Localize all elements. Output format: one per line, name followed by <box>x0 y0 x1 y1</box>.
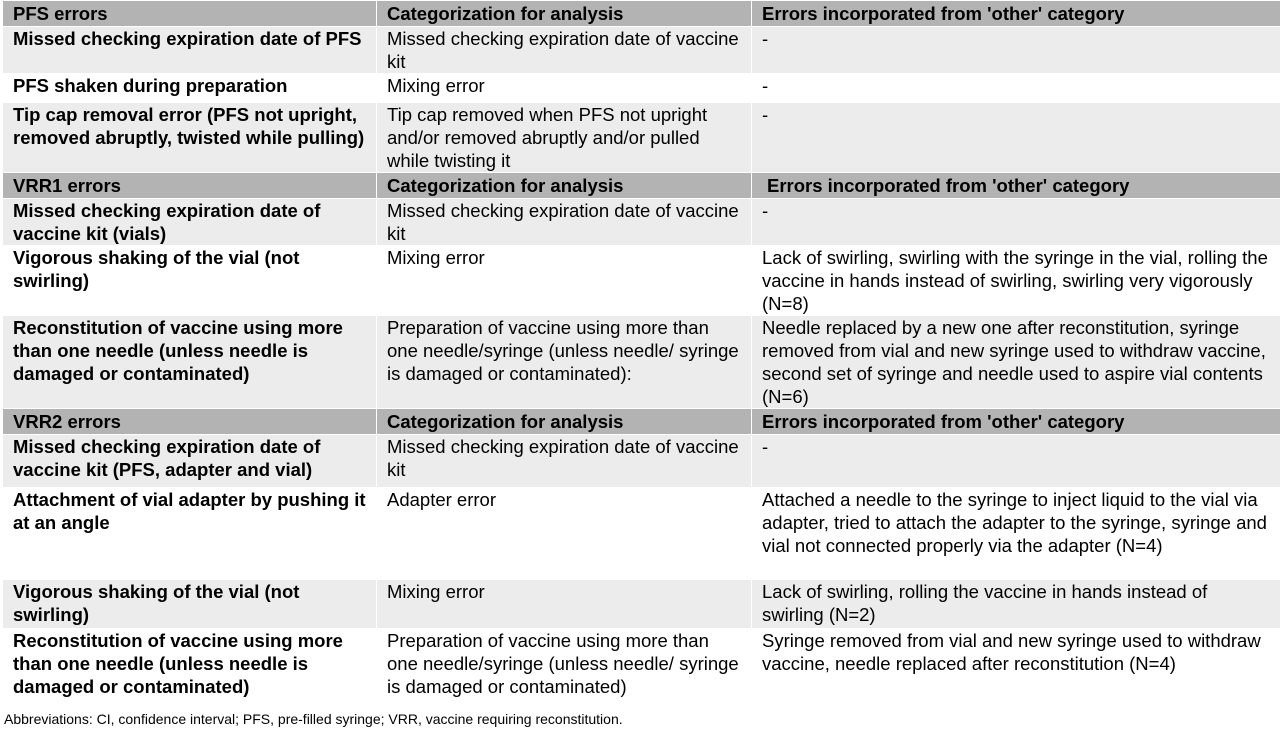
table-row <box>3 74 1280 103</box>
error-cell: Tip cap removal error (PFS not upright, removed abruptly, twisted while pulling) <box>3 103 377 173</box>
other-cell: - <box>752 27 1280 74</box>
table-row <box>3 103 1280 173</box>
category-cell: Mixing error <box>377 74 752 103</box>
category-cell: Mixing error <box>377 246 752 316</box>
table-row <box>3 488 1280 580</box>
category-cell: Tip cap removed when PFS not upright and/or removed abruptly and/or pulled while twisting it <box>377 103 752 173</box>
header-cell: Errors incorporated from 'other' category <box>752 409 1280 435</box>
category-cell: Missed checking expiration date of vaccine kit <box>377 27 752 74</box>
table-row <box>3 27 1280 74</box>
header-cell: VRR2 errors <box>3 409 377 435</box>
abbreviations-footnote: Abbreviations: CI, confidence interval; PFS, pre-filled syringe; VRR, vaccine requiring reconstitution. <box>4 711 623 727</box>
error-cell: Attachment of vial adapter by pushing it at an angle <box>3 488 377 580</box>
category-cell: Missed checking expiration date of vaccine kit <box>377 435 752 488</box>
header-cell: Categorization for analysis <box>377 409 752 435</box>
table-row <box>3 580 1280 629</box>
header-cell: Categorization for analysis <box>377 173 752 199</box>
header-cell: PFS errors <box>3 1 377 27</box>
other-cell: - <box>752 74 1280 103</box>
error-cell: Missed checking expiration date of vaccine kit (vials) <box>3 199 377 246</box>
error-cell: Reconstitution of vaccine using more than one needle (unless needle is damaged or contaminated) <box>3 316 377 409</box>
category-cell: Mixing error <box>377 580 752 629</box>
header-cell: Categorization for analysis <box>377 1 752 27</box>
table-row <box>3 629 1280 699</box>
error-cell: PFS shaken during preparation <box>3 74 377 103</box>
other-cell: - <box>752 199 1280 246</box>
other-cell: Needle replaced by a new one after reconstitution, syringe removed from vial and new syringe used to withdraw vaccine, second set of syringe and needle used to aspire vial contents (N=6) <box>752 316 1280 409</box>
table-row <box>3 199 1280 246</box>
category-cell: Missed checking expiration date of vaccine kit <box>377 199 752 246</box>
other-cell: Syringe removed from vial and new syringe used to withdraw vaccine, needle replaced after reconstitution (N=4) <box>752 629 1280 699</box>
table-row <box>3 435 1280 488</box>
other-cell: Attached a needle to the syringe to inject liquid to the vial via adapter, tried to attach the adapter to the syringe, syringe and vial not connected properly via the adapter (N=4) <box>752 488 1280 580</box>
header-cell: VRR1 errors <box>3 173 377 199</box>
section-header-pfs <box>3 1 1280 27</box>
error-categorization-table <box>2 0 1280 699</box>
header-cell: Errors incorporated from 'other' category <box>752 173 1280 199</box>
error-cell: Vigorous shaking of the vial (not swirling) <box>3 580 377 629</box>
other-cell: Lack of swirling, rolling the vaccine in hands instead of swirling (N=2) <box>752 580 1280 629</box>
error-cell: Missed checking expiration date of vaccine kit (PFS, adapter and vial) <box>3 435 377 488</box>
error-cell: Vigorous shaking of the vial (not swirling) <box>3 246 377 316</box>
section-header-vrr2 <box>3 409 1280 435</box>
table-row <box>3 316 1280 409</box>
section-header-vrr1 <box>3 173 1280 199</box>
other-cell: - <box>752 435 1280 488</box>
other-cell: - <box>752 103 1280 173</box>
error-cell: Reconstitution of vaccine using more than one needle (unless needle is damaged or contaminated) <box>3 629 377 699</box>
category-cell: Preparation of vaccine using more than one needle/syringe (unless needle/ syringe is damaged or contaminated) <box>377 629 752 699</box>
category-cell: Adapter error <box>377 488 752 580</box>
category-cell: Preparation of vaccine using more than one needle/syringe (unless needle/ syringe is damaged or contaminated): <box>377 316 752 409</box>
other-cell: Lack of swirling, swirling with the syringe in the vial, rolling the vaccine in hands instead of swirling, swirling very vigorously (N=8) <box>752 246 1280 316</box>
error-cell: Missed checking expiration date of PFS <box>3 27 377 74</box>
header-cell: Errors incorporated from 'other' category <box>752 1 1280 27</box>
table-row <box>3 246 1280 316</box>
